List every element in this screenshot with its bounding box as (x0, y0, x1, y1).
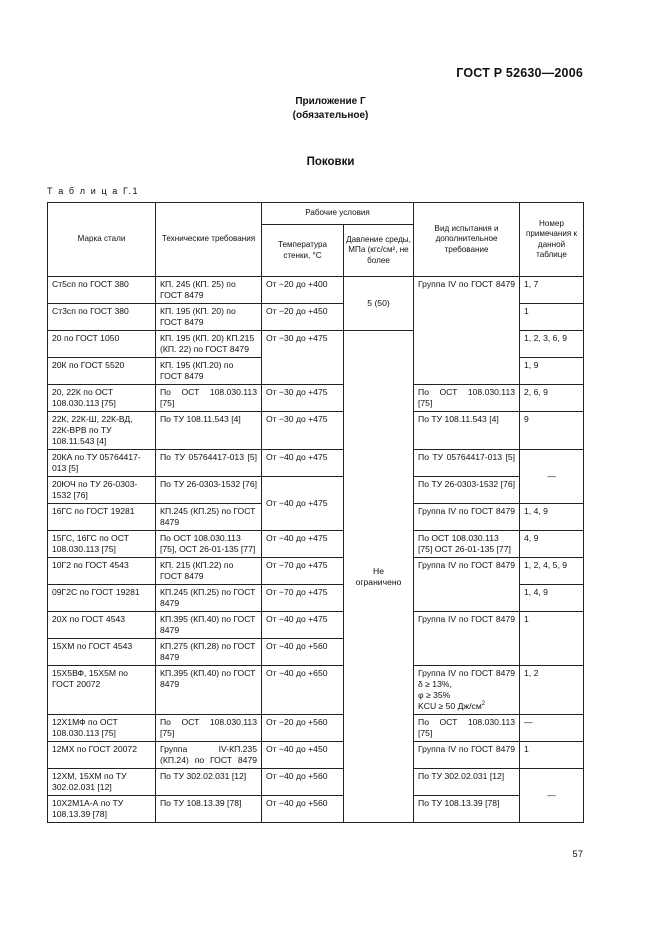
table-row (48, 715, 584, 742)
cell-grade: 10Г2 по ГОСТ 4543 (48, 558, 156, 585)
test-line-group: Группа IV по ГОСТ 8479 (418, 668, 516, 678)
cell-pressure (344, 331, 414, 823)
header-grade: Марка стали (48, 203, 156, 277)
cell-test: По ТУ 05764417-013 [5] (414, 450, 520, 477)
cell-grade: 15ГС, 16ГС по ОСТ 108.030.113 [75] (48, 531, 156, 558)
cell-note: 4, 9 (520, 531, 584, 558)
cell-note: — (520, 450, 584, 504)
cell-note: 9 (520, 412, 584, 450)
table-row (48, 796, 584, 823)
cell-temperature: От −30 до +475 (262, 331, 344, 385)
cell-test: По ОСТ 108.030.113 [75] (414, 385, 520, 412)
cell-requirements: Группа IV-КП.235 (КП.24) по ГОСТ 8479 (156, 742, 262, 769)
cell-requirements: КП.275 (КП.28) по ГОСТ 8479 (156, 639, 262, 666)
document-code: ГОСТ Р 52630—2006 (456, 66, 583, 80)
cell-test: По ТУ 108.13.39 [78] (414, 796, 520, 823)
cell-grade: 12МХ по ГОСТ 20072 (48, 742, 156, 769)
cell-requirements: По ТУ 302.02.031 [12] (156, 769, 262, 796)
cell-note: 1, 7 (520, 277, 584, 304)
pressure-value-line2: ограничено (355, 576, 402, 587)
cell-note: — (520, 715, 584, 742)
cell-note: 1, 9 (520, 358, 584, 385)
cell-grade: 20ЮЧ по ТУ 26-0303-1532 [76] (48, 477, 156, 504)
cell-grade: Ст3сп по ГОСТ 380 (48, 304, 156, 331)
cell-test: Группа IV по ГОСТ 8479 (414, 277, 520, 385)
cell-requirements: КП. 195 (КП. 20) по ГОСТ 8479 (156, 304, 262, 331)
cell-test: По ОСТ 108.030.113 [75] (414, 715, 520, 742)
table-row (48, 558, 584, 585)
table-row (48, 450, 584, 477)
cell-temperature: От −40 до +560 (262, 769, 344, 796)
cell-test: По ТУ 302.02.031 [12] (414, 769, 520, 796)
cell-requirements: КП. 195 (КП. 20) КП.215 (КП. 22) по ГОСТ 8479 (156, 331, 262, 358)
cell-test: Группа IV по ГОСТ 8479 (414, 558, 520, 612)
cell-grade: 15ХМ по ГОСТ 4543 (48, 639, 156, 666)
header-requirements: Технические требования (156, 203, 262, 277)
header-note-number: Номер примечания к данной таблице (520, 203, 584, 277)
pressure-value-line1: Не (373, 565, 384, 576)
cell-test (414, 666, 520, 715)
test-line-reduction: φ ≥ 35% (418, 690, 451, 700)
cell-requirements: КП.395 (КП.40) по ГОСТ 8479 (156, 666, 262, 715)
appendix-title: Приложение Г (295, 96, 366, 107)
cell-temperature: От −70 до +475 (262, 585, 344, 612)
cell-requirements: По ОСТ 108.030.113 [75] (156, 385, 262, 412)
cell-requirements: КП. 215 (КП.22) по ГОСТ 8479 (156, 558, 262, 585)
table-row (48, 666, 584, 715)
cell-note: — (520, 769, 584, 823)
appendix-status: (обязательное) (292, 110, 369, 121)
test-line-elongation: δ ≥ 13%, (418, 679, 452, 689)
cell-note: 1, 2, 4, 5, 9 (520, 558, 584, 585)
cell-requirements: По ТУ 108.11.543 [4] (156, 412, 262, 450)
cell-grade: 16ГС по ГОСТ 19281 (48, 504, 156, 531)
page-number: 57 (572, 849, 583, 860)
cell-note: 1 (520, 612, 584, 666)
table-row (48, 769, 584, 796)
cell-requirements: КП. 195 (КП.20) по ГОСТ 8479 (156, 358, 262, 385)
table-row (48, 385, 584, 412)
cell-pressure: 5 (50) (344, 277, 414, 331)
cell-temperature: От −70 до +475 (262, 558, 344, 585)
cell-test: Группа IV по ГОСТ 8479 (414, 504, 520, 531)
header-pressure: Давление среды, МПа (кгс/см², не более (344, 225, 414, 277)
appendix-heading (0, 95, 661, 123)
cell-requirements: КП.245 (КП.25) по ГОСТ 8479 (156, 585, 262, 612)
table-row (48, 477, 584, 504)
cell-requirements: По ОСТ 108.030.113 [75] (156, 715, 262, 742)
cell-temperature: От −40 до +450 (262, 742, 344, 769)
cell-grade: 12ХМ, 15ХМ по ТУ 302.02.031 [12] (48, 769, 156, 796)
cell-note: 1 (520, 304, 584, 331)
cell-temperature: От −40 до +560 (262, 639, 344, 666)
cell-requirements: По ТУ 26-0303-1532 [76] (156, 477, 262, 504)
table-row (48, 612, 584, 639)
cell-requirements: КП.395 (КП.40) по ГОСТ 8479 (156, 612, 262, 639)
cell-temperature: От −30 до +475 (262, 385, 344, 412)
cell-grade: 22К, 22К-Ш, 22К-ВД, 22К-ВРВ по ТУ 108.11.543 [4] (48, 412, 156, 450)
cell-temperature: От −20 до +560 (262, 715, 344, 742)
table-row (48, 742, 584, 769)
cell-test: Группа IV по ГОСТ 8479 (414, 742, 520, 769)
table-row (48, 412, 584, 450)
cell-grade: 10Х2М1А-А по ТУ 108.13.39 [78] (48, 796, 156, 823)
cell-note: 1, 2 (520, 666, 584, 715)
cell-requirements: КП.245 (КП.25) по ГОСТ 8479 (156, 504, 262, 531)
cell-test: По ТУ 26-0303-1532 [76] (414, 477, 520, 504)
cell-temperature: От −20 до +450 (262, 304, 344, 331)
cell-test: По ОСТ 108.030.113 [75] ОСТ 26-01-135 [77] (414, 531, 520, 558)
cell-grade: 20, 22К по ОСТ 108.030.113 [75] (48, 385, 156, 412)
cell-requirements: По ТУ 108.13.39 [78] (156, 796, 262, 823)
cell-note: 1, 4, 9 (520, 504, 584, 531)
cell-grade: 15Х5ВФ, 15Х5М по ГОСТ 20072 (48, 666, 156, 715)
cell-temperature: От −40 до +475 (262, 612, 344, 639)
section-title: Поковки (306, 156, 355, 168)
cell-test: Группа IV по ГОСТ 8479 (414, 612, 520, 666)
cell-temperature: От −40 до +650 (262, 666, 344, 715)
cell-temperature: От −20 до +400 (262, 277, 344, 304)
cell-grade: 20 по ГОСТ 1050 (48, 331, 156, 358)
cell-grade: Ст5сп по ГОСТ 380 (48, 277, 156, 304)
cell-grade: 09Г2С по ГОСТ 19281 (48, 585, 156, 612)
table-caption: Т а б л и ц а Г.1 (47, 186, 140, 196)
cell-grade: 20КА по ТУ 05764417-013 [5] (48, 450, 156, 477)
table-row (48, 531, 584, 558)
cell-temperature: От −40 до +475 (262, 531, 344, 558)
cell-requirements: По ОСТ 108.030.113 [75], ОСТ 26-01-135 [77] (156, 531, 262, 558)
cell-temperature: От −30 до +475 (262, 412, 344, 450)
cell-temperature: От −40 до +475 (262, 477, 344, 531)
cell-grade: 20Х по ГОСТ 4543 (48, 612, 156, 639)
header-conditions: Рабочие условия (262, 203, 414, 225)
cell-note: 2, 6, 9 (520, 385, 584, 412)
cell-temperature: От −40 до +560 (262, 796, 344, 823)
cell-grade: 12Х1МФ по ОСТ 108.030.113 [75] (48, 715, 156, 742)
cell-note: 1, 4, 9 (520, 585, 584, 612)
cell-requirements: КП. 245 (КП. 25) по ГОСТ 8479 (156, 277, 262, 304)
cell-note: 1, 2, 3, 6, 9 (520, 331, 584, 358)
table-row (48, 277, 584, 304)
header-temperature: Температура стенки, °С (262, 225, 344, 277)
header-test-type: Вид испытания и дополнительное требование (414, 203, 520, 277)
cell-requirements: По ТУ 05764417-013 [5] (156, 450, 262, 477)
cell-temperature: От −40 до +475 (262, 450, 344, 477)
cell-grade: 20К по ГОСТ 5520 (48, 358, 156, 385)
cell-test: По ТУ 108.11.543 [4] (414, 412, 520, 450)
test-line-impact: KCU ≥ 50 $Дж/см^2$ (418, 701, 486, 711)
forgings-table (47, 202, 584, 823)
cell-note: 1 (520, 742, 584, 769)
